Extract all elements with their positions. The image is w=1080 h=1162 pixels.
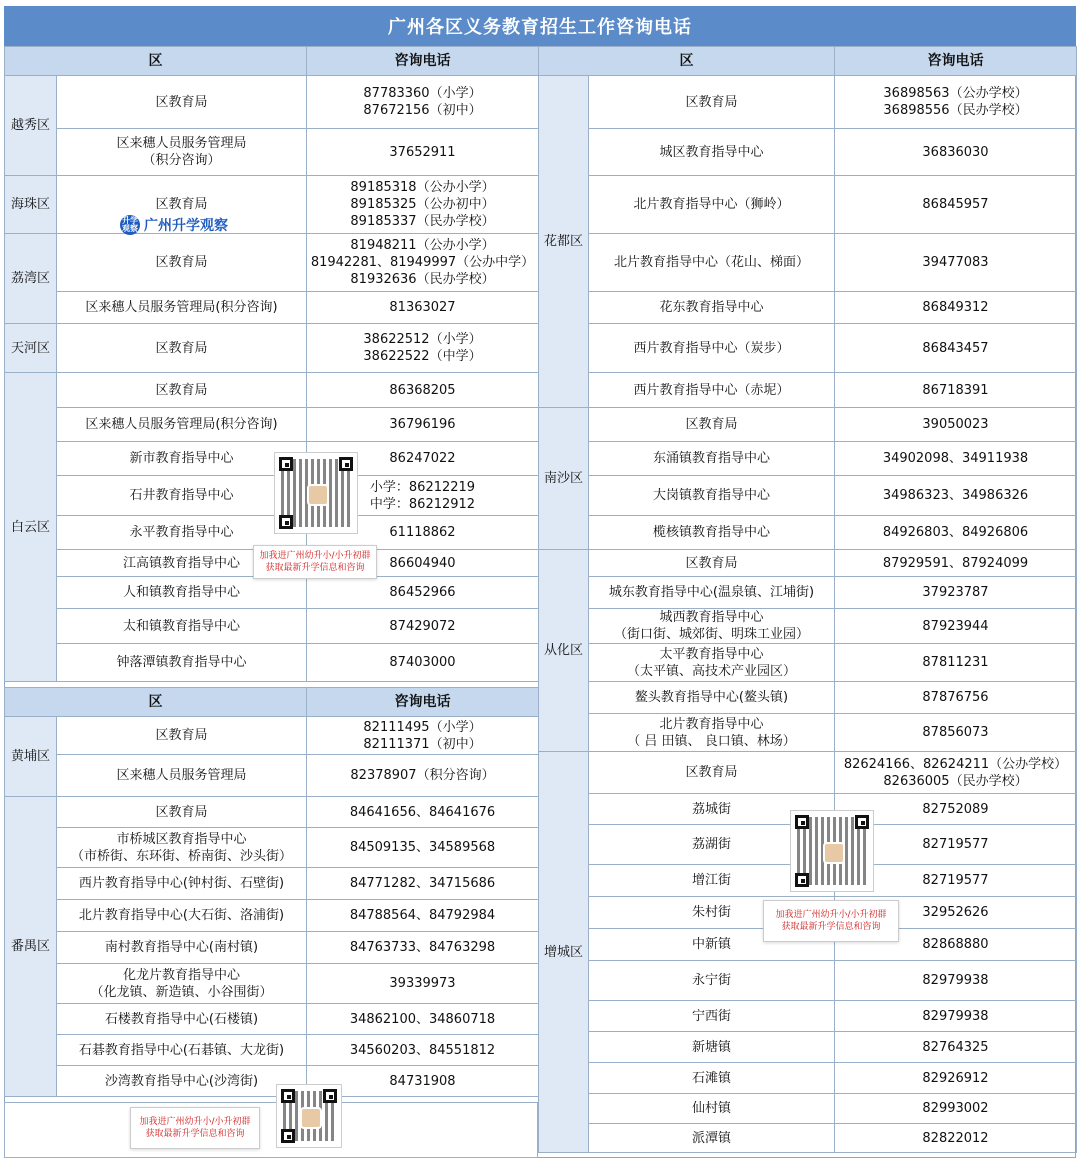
header-row <box>539 47 1077 76</box>
table-row <box>5 129 539 176</box>
phone-number[interactable]: 34862100、34860718 <box>307 1004 539 1035</box>
phone-number[interactable]: 82111495（小学） 82111371（初中） <box>307 717 539 755</box>
office-name: 区教育局 <box>589 408 835 442</box>
avatar-icon <box>823 842 845 864</box>
district-name: 黄埔区 <box>5 717 57 797</box>
office-name: 石碁教育指导中心(石碁镇、大龙街) <box>57 1035 307 1066</box>
promo-line1: 加我进广州幼升小/小升初群 <box>775 910 887 920</box>
phone-number[interactable]: 82764325 <box>835 1032 1077 1063</box>
office-name: 新塘镇 <box>589 1032 835 1063</box>
table-row <box>539 682 1077 714</box>
table-row <box>539 644 1077 682</box>
district-name: 白云区 <box>5 373 57 682</box>
bottom-left-blank <box>4 1102 538 1158</box>
table-row <box>539 1094 1077 1124</box>
phone-number[interactable]: 84731908 <box>307 1066 539 1097</box>
district-name: 天河区 <box>5 324 57 373</box>
qr-code-2[interactable] <box>790 810 874 892</box>
phone-number[interactable]: 39050023 <box>835 408 1077 442</box>
phone-number[interactable]: 34560203、84551812 <box>307 1035 539 1066</box>
office-name: 北片教育指导中心（花山、梯面） <box>589 234 835 292</box>
promo-line1: 加我进广州幼升小/小升初群 <box>259 551 371 561</box>
phone-number[interactable]: 82822012 <box>835 1124 1077 1153</box>
office-name: 北片教育指导中心 （ 吕 田镇、 良口镇、林场） <box>589 714 835 752</box>
phone-number[interactable]: 37923787 <box>835 577 1077 609</box>
office-name: 太和镇教育指导中心 <box>57 609 307 644</box>
table-row <box>5 797 539 828</box>
header-row <box>5 688 539 717</box>
office-name: 花东教育指导中心 <box>589 292 835 324</box>
office-name: 区来穗人员服务管理局 （积分咨询） <box>57 129 307 176</box>
office-name: 太平教育指导中心 （太平镇、高技术产业园区） <box>589 644 835 682</box>
office-name: 区教育局 <box>57 76 307 129</box>
phone-number[interactable]: 87403000 <box>307 644 539 682</box>
phone-number[interactable]: 84926803、84926806 <box>835 516 1077 550</box>
table-row <box>5 76 539 129</box>
office-name: 中新镇 <box>589 929 835 961</box>
phone-number[interactable]: 87929591、87924099 <box>835 550 1077 577</box>
office-name: 南村教育指导中心(南村镇) <box>57 932 307 964</box>
phone-number[interactable]: 87429072 <box>307 609 539 644</box>
phone-number[interactable]: 86845957 <box>835 176 1077 234</box>
phone-number[interactable]: 86604940 <box>307 550 539 577</box>
office-name: 东涌镇教育指导中心 <box>589 442 835 476</box>
table-row <box>5 408 539 442</box>
watermark-icon: 升学观察 <box>122 216 138 233</box>
office-name: 朱村街 <box>589 897 835 929</box>
qr-code-1[interactable] <box>274 452 358 534</box>
table-row <box>539 442 1077 476</box>
promo-line1: 加我进广州幼升小/小升初群 <box>139 1117 251 1127</box>
phone-number[interactable]: 86247022 <box>307 442 539 476</box>
office-name: 仙村镇 <box>589 1094 835 1124</box>
district-header: 区 <box>5 688 307 717</box>
watermark-text: 广州升学观察 <box>144 218 228 234</box>
table-row <box>5 868 539 900</box>
table-row <box>5 932 539 964</box>
watermark-logo <box>120 215 228 235</box>
office-name: 区教育局 <box>589 76 835 129</box>
office-name: 区来穗人员服务管理局(积分咨询) <box>57 292 307 324</box>
phone-number[interactable]: 82378907（积分咨询） <box>307 755 539 797</box>
office-name: 城西教育指导中心 （街口街、城郊街、明珠工业园） <box>589 609 835 644</box>
office-name: 永平教育指导中心 <box>57 516 307 550</box>
table-row <box>5 717 539 755</box>
office-name: 城区教育指导中心 <box>589 129 835 176</box>
table-row <box>539 292 1077 324</box>
table-row <box>5 828 539 868</box>
table-row <box>539 76 1077 129</box>
table-row <box>539 1001 1077 1032</box>
table-row <box>5 176 539 234</box>
phone-number[interactable]: 84763733、84763298 <box>307 932 539 964</box>
office-name: 荔湖街 <box>589 825 835 865</box>
phone-number[interactable]: 87856073 <box>835 714 1077 752</box>
table-row <box>5 900 539 932</box>
district-name: 增城区 <box>539 752 589 1153</box>
phone-number[interactable]: 86452966 <box>307 577 539 609</box>
phone-number[interactable]: 82624166、82624211（公办学校） 82636005（民办学校） <box>835 752 1077 794</box>
phone-number[interactable]: 86849312 <box>835 292 1077 324</box>
promo-note-2 <box>763 900 899 942</box>
table-row <box>5 292 539 324</box>
district-name: 越秀区 <box>5 76 57 176</box>
phone-number[interactable]: 84641656、84641676 <box>307 797 539 828</box>
table-row <box>539 550 1077 577</box>
office-name: 化龙片教育指导中心 （化龙镇、新造镇、小谷围街） <box>57 964 307 1004</box>
phone-number[interactable]: 82719577 <box>835 865 1077 897</box>
table-row <box>539 324 1077 373</box>
table-row <box>5 577 539 609</box>
table-row <box>539 1124 1077 1153</box>
promo-line2: 获取最新升学信息和咨询 <box>145 1129 245 1139</box>
table-row <box>5 1004 539 1035</box>
promo-line2: 获取最新升学信息和咨询 <box>265 563 365 573</box>
office-name: 西片教育指导中心（炭步） <box>589 324 835 373</box>
office-name: 人和镇教育指导中心 <box>57 577 307 609</box>
table-row <box>539 1063 1077 1094</box>
table-row <box>539 516 1077 550</box>
phone-number[interactable]: 小学：86212219 中学：86212912 <box>307 476 539 516</box>
office-name: 大岗镇教育指导中心 <box>589 476 835 516</box>
promo-line2: 获取最新升学信息和咨询 <box>781 922 881 932</box>
phone-header: 咨询电话 <box>835 47 1077 76</box>
office-name: 区教育局 <box>57 717 307 755</box>
header-row <box>5 47 539 76</box>
table-row <box>539 129 1077 176</box>
phone-number[interactable]: 36796196 <box>307 408 539 442</box>
table-row <box>5 1066 539 1097</box>
district-name: 荔湾区 <box>5 234 57 324</box>
office-name: 永宁街 <box>589 961 835 1001</box>
phone-number[interactable]: 32952626 <box>835 897 1077 929</box>
left-table-top <box>4 46 539 682</box>
phone-number[interactable]: 87783360（小学） 87672156（初中） <box>307 76 539 129</box>
office-name: 宁西街 <box>589 1001 835 1032</box>
table-row <box>539 176 1077 234</box>
table-row <box>539 714 1077 752</box>
phone-number[interactable]: 81948211（公办小学） 81942281、81949997（公办中学） 81932636（民办学校） <box>307 234 539 292</box>
office-name: 区教育局 <box>57 324 307 373</box>
office-name: 派潭镇 <box>589 1124 835 1153</box>
table-row <box>539 577 1077 609</box>
office-name: 鳌头教育指导中心(鳌头镇) <box>589 682 835 714</box>
table-row <box>5 324 539 373</box>
phone-number[interactable]: 81363027 <box>307 292 539 324</box>
office-name: 增江街 <box>589 865 835 897</box>
phone-number[interactable]: 82719577 <box>835 825 1077 865</box>
office-name: 区教育局 <box>57 373 307 408</box>
table-row <box>5 476 539 516</box>
office-name: 新市教育指导中心 <box>57 442 307 476</box>
table-row <box>5 1035 539 1066</box>
table-row <box>5 442 539 476</box>
district-name: 番禺区 <box>5 797 57 1097</box>
right-table <box>538 46 1077 1153</box>
office-name: 北片教育指导中心(大石街、洛浦街) <box>57 900 307 932</box>
phone-number[interactable]: 82868880 <box>835 929 1077 961</box>
table-row <box>539 408 1077 442</box>
office-name: 榄核镇教育指导中心 <box>589 516 835 550</box>
promo-note-1 <box>253 545 377 579</box>
avatar-icon <box>307 484 329 506</box>
table-row <box>5 234 539 292</box>
left-table-bottom <box>4 687 539 1097</box>
office-name: 西片教育指导中心(钟村街、石壁街) <box>57 868 307 900</box>
phone-number[interactable]: 39339973 <box>307 964 539 1004</box>
table-row <box>5 964 539 1004</box>
table-row <box>539 1032 1077 1063</box>
phone-number[interactable]: 82926912 <box>835 1063 1077 1094</box>
phone-number[interactable]: 61118862 <box>307 516 539 550</box>
district-name: 南沙区 <box>539 408 589 550</box>
table-row <box>539 961 1077 1001</box>
phone-number[interactable]: 38622512（小学） 38622522（中学） <box>307 324 539 373</box>
phone-number[interactable]: 36836030 <box>835 129 1077 176</box>
district-name: 从化区 <box>539 550 589 752</box>
table-row <box>5 373 539 408</box>
table-row <box>539 609 1077 644</box>
district-name: 花都区 <box>539 76 589 408</box>
phone-number[interactable]: 86843457 <box>835 324 1077 373</box>
table-row <box>539 476 1077 516</box>
phone-header: 咨询电话 <box>307 688 539 717</box>
avatar-icon <box>300 1107 322 1129</box>
promo-note-3 <box>130 1107 260 1149</box>
phone-number[interactable]: 86368205 <box>307 373 539 408</box>
office-name: 沙湾教育指导中心(沙湾街) <box>57 1066 307 1097</box>
office-name: 区来穗人员服务管理局(积分咨询) <box>57 408 307 442</box>
phone-number[interactable]: 82993002 <box>835 1094 1077 1124</box>
phone-number[interactable]: 87876756 <box>835 682 1077 714</box>
page-title: 广州各区义务教育招生工作咨询电话 <box>4 6 1076 46</box>
phone-number[interactable]: 39477083 <box>835 234 1077 292</box>
office-name: 江高镇教育指导中心 <box>57 550 307 577</box>
office-name: 城东教育指导中心(温泉镇、江埔街) <box>589 577 835 609</box>
table-row <box>539 373 1077 408</box>
office-name: 石滩镇 <box>589 1063 835 1094</box>
office-name: 北片教育指导中心（狮岭） <box>589 176 835 234</box>
office-name: 区教育局 <box>589 550 835 577</box>
phone-number[interactable]: 86718391 <box>835 373 1077 408</box>
phone-number[interactable]: 84771282、34715686 <box>307 868 539 900</box>
phone-number[interactable]: 84509135、34589568 <box>307 828 539 868</box>
phone-number[interactable]: 82979938 <box>835 1001 1077 1032</box>
phone-number[interactable]: 37652911 <box>307 129 539 176</box>
table-row <box>539 752 1077 794</box>
table-row <box>5 755 539 797</box>
phone-header: 咨询电话 <box>307 47 539 76</box>
office-name: 钟落潭镇教育指导中心 <box>57 644 307 682</box>
office-name: 石楼教育指导中心(石楼镇) <box>57 1004 307 1035</box>
phone-number[interactable]: 34986323、34986326 <box>835 476 1077 516</box>
table-row <box>5 644 539 682</box>
district-name: 海珠区 <box>5 176 57 234</box>
phone-number[interactable]: 84788564、84792984 <box>307 900 539 932</box>
phone-number[interactable]: 89185318（公办小学） 89185325（公办初中） 89185337（民办学校） <box>307 176 539 234</box>
office-name: 区来穗人员服务管理局 <box>57 755 307 797</box>
table-row <box>539 234 1077 292</box>
district-header: 区 <box>539 47 835 76</box>
office-name: 区教育局 <box>589 752 835 794</box>
phone-number[interactable]: 87811231 <box>835 644 1077 682</box>
phone-number[interactable]: 87923944 <box>835 609 1077 644</box>
phone-number[interactable]: 82752089 <box>835 794 1077 825</box>
phone-number[interactable]: 82979938 <box>835 961 1077 1001</box>
office-name: 区教育局 <box>57 797 307 828</box>
district-header: 区 <box>5 47 307 76</box>
office-name: 区教育局 <box>57 176 307 234</box>
table-row <box>5 609 539 644</box>
phone-number[interactable]: 36898563（公办学校） 36898556（民办学校） <box>835 76 1077 129</box>
qr-code-3[interactable] <box>276 1084 342 1148</box>
office-name: 荔城街 <box>589 794 835 825</box>
phone-number[interactable]: 34902098、34911938 <box>835 442 1077 476</box>
office-name: 西片教育指导中心（赤坭） <box>589 373 835 408</box>
office-name: 市桥城区教育指导中心 （市桥街、东环街、桥南街、沙头街） <box>57 828 307 868</box>
office-name: 石井教育指导中心 <box>57 476 307 516</box>
office-name: 区教育局 <box>57 234 307 292</box>
